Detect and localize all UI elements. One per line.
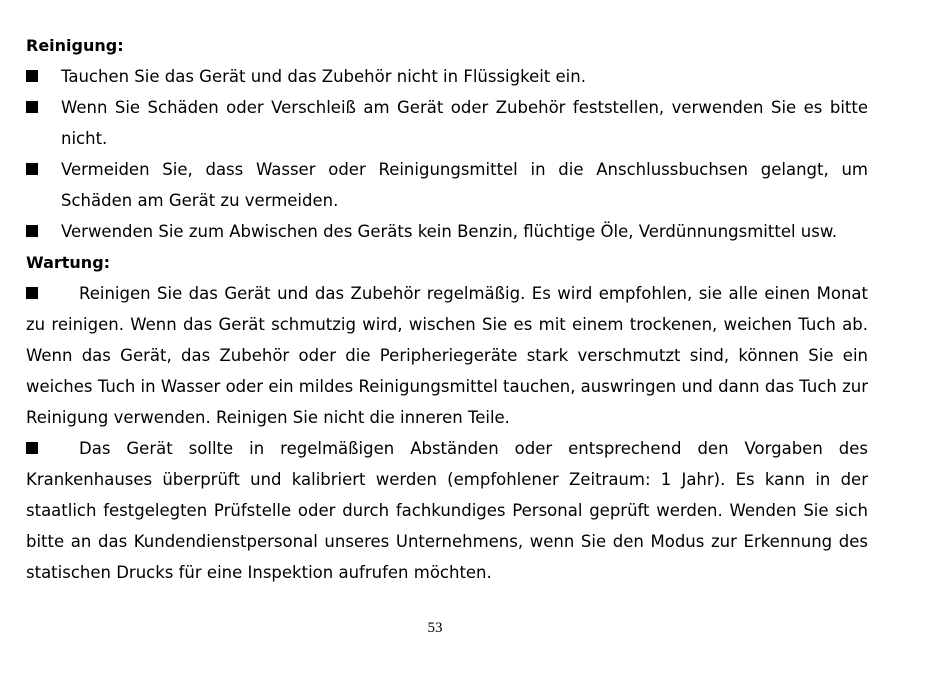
square-bullet-icon [26,225,38,237]
maintenance-paragraph [26,278,868,433]
page-number: 53 [427,620,443,636]
document-page [26,30,868,588]
list-item-text: Verwenden Sie zum Abwischen des Geräts kein Benzin, flüchtige Öle, Verdünnungsmittel usw. [61,222,838,241]
list-item-text: Wenn Sie Schäden oder Verschleiß am Gerät oder Zubehör feststellen, verwenden Sie es bitte nicht. [61,98,868,148]
list-item-text: Vermeiden Sie, dass Wasser oder Reinigungsmittel in die Anschlussbuchsen gelangt, um Schäden am Gerät zu vermeiden. [61,160,868,210]
square-bullet-icon [26,101,38,113]
cleaning-heading: Reinigung: [26,36,124,55]
square-bullet-icon [26,442,38,454]
cleaning-list [26,61,868,247]
square-bullet-icon [26,70,38,82]
paragraph-text: Reinigen Sie das Gerät und das Zubehör regelmäßig. Es wird empfohlen, sie alle einen Monat zu reinigen. Wenn das Gerät schmutzig wird, wischen Sie es mit einem trockenen, weichen Tuch ab. Wenn das Gerät, das Zubehör oder die Peripheriegeräte stark verschmutzt sind, können Sie ein weiches Tuch in Wasser oder ein mildes Reinigungsmittel tauchen, auswringen und dann das Tuch zur Reinigung verwenden. Reinigen Sie nicht die inneren Teile. [26,284,869,427]
square-bullet-icon [26,163,38,175]
list-item [26,61,868,92]
list-item [26,216,868,247]
square-bullet-icon [26,287,38,299]
maintenance-heading: Wartung: [26,253,111,272]
list-item [26,92,868,154]
paragraph-text: Das Gerät sollte in regelmäßigen Abständen oder entsprechend den Vorgaben des Krankenhauses überprüft und kalibriert werden (empfohlener Zeitraum: 1 Jahr). Es kann in der staatlich festgelegten Prüfstelle oder durch fachkundiges Personal geprüft werden. Wenden Sie sich bitte an das Kundendienstpersonal unseres Unternehmens, wenn Sie den Modus zur Erkennung des statischen Drucks für eine Inspektion aufrufen möchten. [26,439,868,582]
maintenance-paragraph [26,433,868,588]
list-item [26,154,868,216]
list-item-text: Tauchen Sie das Gerät und das Zubehör nicht in Flüssigkeit ein. [61,67,586,86]
